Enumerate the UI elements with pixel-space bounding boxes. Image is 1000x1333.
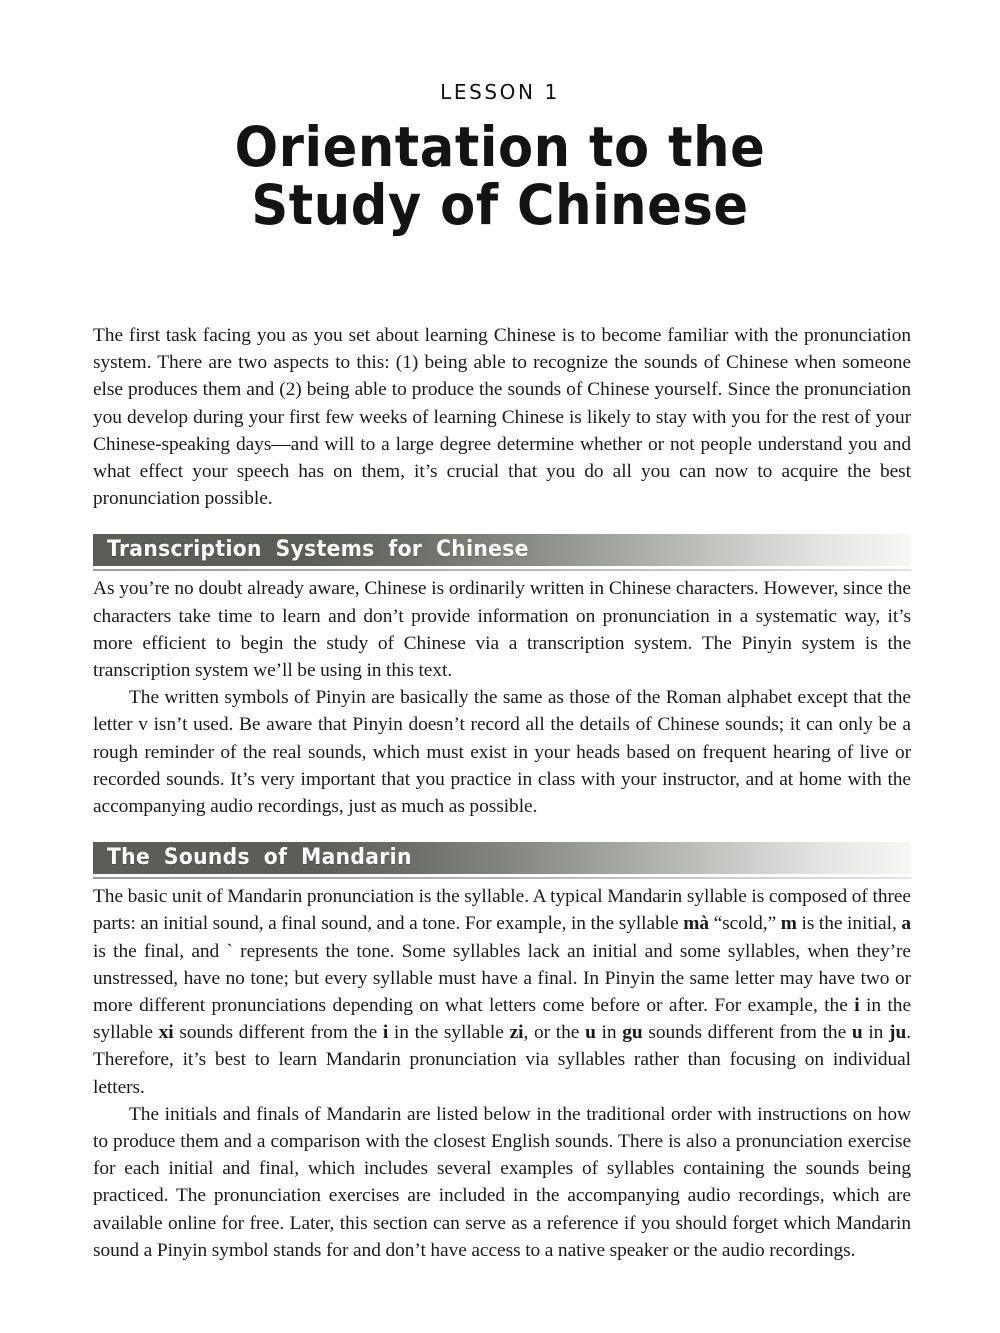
page-title — [35, 115, 965, 237]
section-header-sounds-of-mandarin — [93, 842, 911, 874]
section-1-paragraph-1: As you’re no doubt already aware, Chinese is ordinarily written in Chinese characters. However, since the characters take time to learn and don’t provide information on pronunciation in a systematic way, it’s more efficient to begin the study of Chinese via a transcription system. The Pinyin system is the transcription system we’ll be using in this text. — [93, 578, 911, 682]
page-title-line-2: Study of Chinese — [251, 172, 749, 237]
section-header-transcription-systems — [93, 534, 911, 566]
page-title-line-1: Orientation to the — [234, 115, 766, 179]
section-2-paragraph-1: The basic unit of Mandarin pronunciation is the syllable. A typical Mandarin syllable is composed of three parts: an initial sound, a final sound, and a tone. For example, in the syllable mà “scold,” m is the initial, a is the final, and ` represents the tone. Some syllables lack an initial and some syllables, when they’re unstressed, have no tone; but every syllable must have a final. In Pinyin the same letter may have two or more different pronunciations depending on what letters come before or after. For example, the i in the syllable xi sounds different from the i in the syllable zi, or the u in gu sounds different from the u in ju. Therefore, it’s best to learn Mandarin pronunciation via syllables rather than focusing on individual letters. — [93, 886, 912, 1098]
lesson-number-label: LESSON 1 — [440, 80, 560, 104]
intro-paragraph: The first task facing you as you set about learning Chinese is to become familiar with the pronunciation system. There are two aspects to this: (1) being able to recognize the sounds of Chinese when someone else produces them and (2) being able to produce the sounds of Chinese yourself. Since the pronunciation you develop during your first few weeks of learning Chinese is likely to stay with you for the rest of your Chinese-speaking days—and will to a large degree determine whether or not people understand you and what effect your speech has on them, it’s crucial that you do all you can now to acquire the best pronunciation possible. — [93, 325, 911, 510]
section-heading-label: Transcription Systems for Chinese — [107, 537, 529, 563]
section-2-paragraph-2: The initials and finals of Mandarin are listed below in the traditional order with instructions on how to produce them and a comparison with the closest English sounds. There is also a pronunciation exercise for each initial and final, which includes several examples of syllables containing the sounds being practiced. The pronunciation exercises are included in the accompanying audio recordings, which are available online for free. Later, this section can serve as a reference if you should forget which Mandarin sound a Pinyin symbol stands for and don’t have access to a native speaker or the audio recordings. — [93, 1103, 911, 1261]
section-1-paragraph-2: The written symbols of Pinyin are basically the same as those of the Roman alphabet except that the letter v isn’t used. Be aware that Pinyin doesn’t record all the details of Chinese sounds; it can only be a rough reminder of the real sounds, which must exist in your heads based on frequent hearing of live or recorded sounds. It’s very important that you practice in class with your instructor, and at home with the accompanying audio recordings, just as much as possible. — [93, 687, 911, 818]
section-heading-label: The Sounds of Mandarin — [107, 845, 412, 871]
page-content — [93, 322, 911, 1264]
lesson-header — [0, 82, 1000, 271]
